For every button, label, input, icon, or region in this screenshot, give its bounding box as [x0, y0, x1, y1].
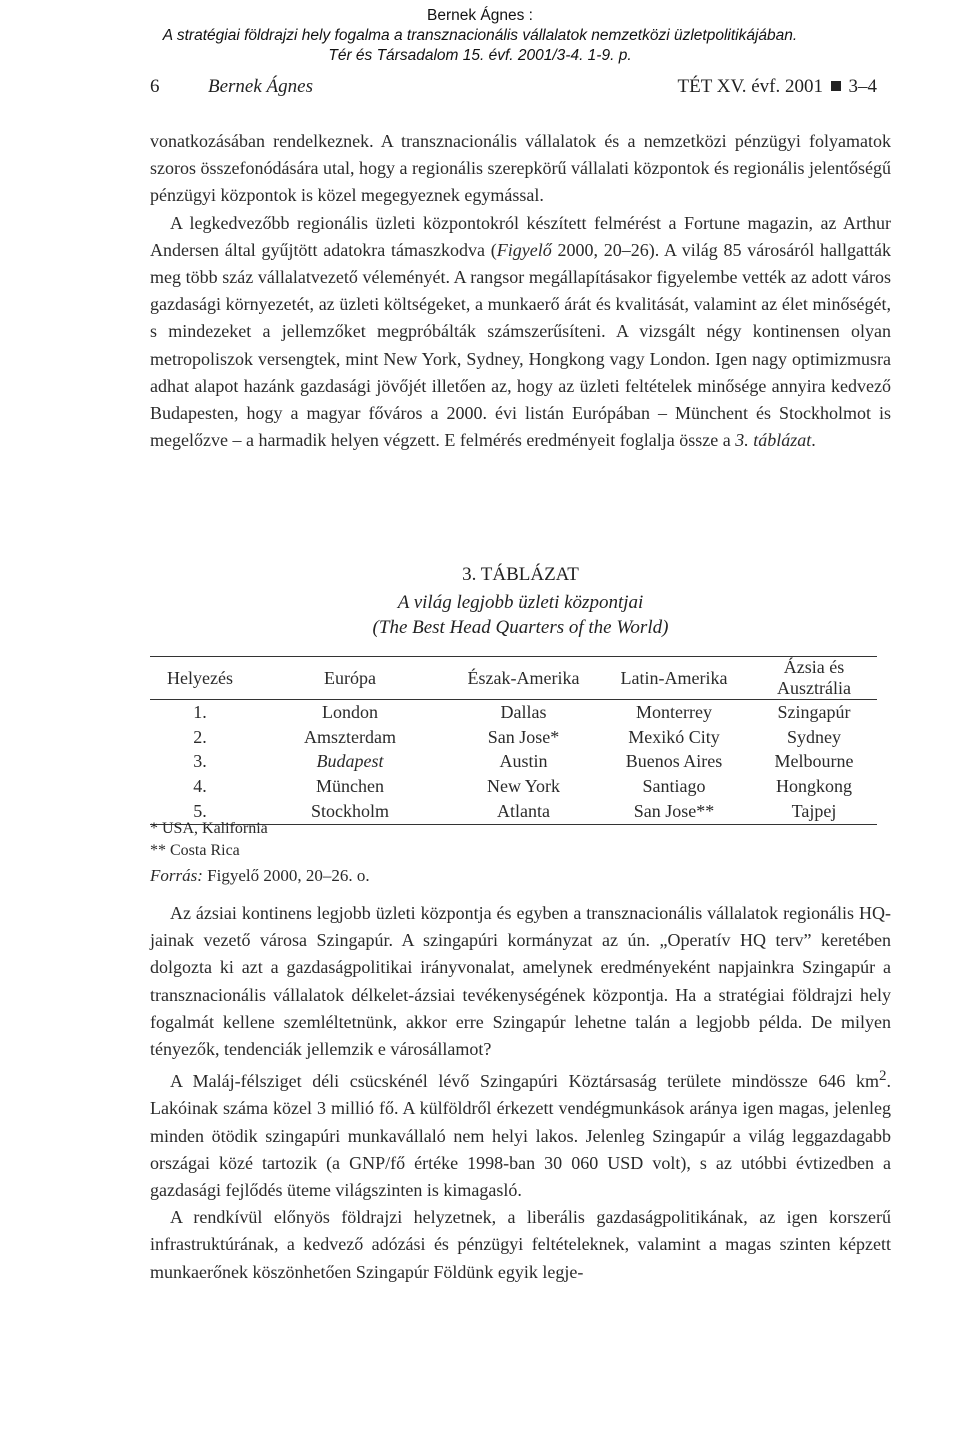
table-header-row [150, 657, 877, 700]
table-cell: Szingapúr [777, 701, 851, 722]
source-text: Figyelő 2000, 20–26. o. [202, 866, 370, 885]
table-reference: 3. táblázat [735, 430, 812, 451]
running-head-author: Bernek Ágnes [208, 76, 313, 97]
square-bullet-icon [831, 81, 841, 91]
page-number: 6 [150, 76, 160, 97]
table-cell: Stockholm [250, 799, 450, 824]
citation-header [0, 6, 960, 66]
running-head-journal [678, 76, 877, 98]
journal-volume: TÉT XV. évf. 2001 [677, 76, 823, 97]
source-label: Forrás: [150, 866, 203, 885]
paragraph-text: A legkedvezőbb regionális üzleti központokról készített felmérést a Fortune magazin, az Arthur Andersen által gyűjtött adatokra támaszkodva ( [150, 212, 891, 260]
table-cell: Monterrey [636, 701, 712, 722]
table-cell: London [322, 701, 378, 722]
table-cell: Mexikó City [628, 726, 720, 747]
running-head [150, 76, 877, 102]
best-hq-table [150, 656, 877, 825]
table-title [150, 590, 891, 640]
table-cell: Buenos Aires [625, 751, 723, 772]
paragraph [150, 128, 891, 210]
paragraph-text: A Maláj-félsziget déli csücskénél lévő Szingapúri Köztársaság területe mindössze 646 km [170, 1071, 879, 1092]
table-cell: Tajpej [751, 799, 877, 824]
table-source [150, 866, 370, 886]
superscript: 2 [879, 1068, 887, 1085]
table-cell: München [316, 776, 384, 797]
table-cell: 5. [150, 799, 250, 824]
table-row [150, 700, 877, 725]
italic-text: Figyelő [496, 239, 552, 260]
paragraph-text: A rendkívül előnyös földrajzi helyzetnek, a liberális gazdaságpolitikának, az igen korszerű infrastruktúrának, a kedvező adózási és pénzügyi feltételeknek, valamint a magas szinten képzett munkaerőnek köszönhetően Szingapúr Földünk egyik legje- [150, 1207, 891, 1282]
column-header: Európa [250, 657, 450, 700]
column-header: Ázsia és Ausztrália [751, 657, 877, 700]
table-cell: 2. [193, 726, 207, 747]
paragraph-text: vonatkozásában rendelkeznek. A transznacionális vállalatok és a nemzetközi pénzügyi folyamatok szoros összefonódására utal, hogy a regionális szerepkörű vállalati központok és regionális jelentőségű pénzügyi központok is közel megegyeznek egymással. [150, 131, 891, 206]
table-number: 3. TÁBLÁZAT [462, 564, 579, 585]
column-header: Latin-Amerika [597, 657, 751, 700]
table-cell: Atlanta [450, 799, 597, 824]
table-cell: Santiago [642, 776, 706, 797]
table-row [150, 725, 877, 750]
table-cell: Austin [499, 751, 548, 772]
table-cell: San Jose** [597, 799, 751, 824]
table-row [150, 774, 877, 799]
footnote: * USA, Kalifornia [150, 820, 268, 837]
table-cell: Melbourne [774, 751, 854, 772]
column-header: Helyezés [150, 657, 250, 700]
paragraph [150, 210, 891, 455]
table-cell: San Jose* [487, 726, 560, 747]
table-cell: 1. [193, 701, 207, 722]
citation-author: Bernek Ágnes : [427, 7, 533, 24]
table-cell: 4. [193, 776, 207, 797]
table-title-en: (The Best Head Quarters of the World) [372, 617, 669, 638]
table-title-hu: A világ legjobb üzleti központjai [397, 592, 644, 613]
paragraph-text: Az ázsiai kontinens legjobb üzleti központja és egyben a transznacionális vállalatok regionális HQ-jainak vezető városa Szingapúr. A szingapúri kormányzat az ún. „Operatív HQ terv” keretében dolgozta ki azt a gazdaságpolitikai irányvonalat, amelynek eredményeként napjainkra Szingapúr a transznacionális vállalatok délkelet-ázsiai tevékenységének központja. Ha a stratégiai földrajzi hely fogalmát kellene szemléltetnünk, akkor erre Szingapúr lehetne talán a legjobb példa. De milyen tényezők, tendenciák jellemzik e városállamot? [150, 903, 891, 1060]
paragraph-text: 2000, 20–26). A világ 85 városáról hallgatták meg több száz vállalatvezető véleményét. A rangsor megállapításakor figyelembe vették az adott város gazdasági környezetét, az üzleti költségeket, a munkaerő árát és kvalitását, valamint az élet minőségét, s mindezeket a jellemzőket megpróbálták számszerűsíteni. A vizsgált négy kontinensen olyan metropoliszok versengtek, mint New York, Sydney, Hongkong vagy London. Igen nagy optimizmusra adhat alapot hazánk gazdasági jövőjét illetően az, hogy az üzleti feltételek minősége annyira kedvező Budapesten, hogy a magyar főváros a 2000. évi listán Európában – Münchent és Stockholmot is megelőzve – a harmadik helyen végzett. E felmérés eredményeit foglalja össze a [150, 239, 891, 451]
citation-journal: Tér és Társadalom 15. évf. 2001/3-4. 1-9. p. [328, 47, 632, 64]
table-footnotes [150, 818, 268, 862]
paragraph-text: . [811, 430, 816, 451]
footnote: ** Costa Rica [150, 842, 240, 859]
paragraph [150, 1063, 891, 1204]
citation-title: A stratégiai földrajzi hely fogalma a transznacionális vállalatok nemzetközi üzletpolitikájában. [162, 27, 798, 44]
paragraph-text: . Lakóinak száma közel 3 millió fő. A külföldről érkezett vendégmunkások aránya igen magas, jelenleg minden ötödik szingapúri munkavállaló nem helyi lakos. Jelenleg Szingapúr a világ leggazdagabb országai közé tartozik (a GNP/fő értéke 1998-ban 30 060 USD volt), s az utóbbi évtizedben a gazdasági fejlődés üteme világszinten is kimagasló. [150, 1071, 891, 1201]
table-cell: Sydney [787, 726, 841, 747]
table-cell: 3. [193, 751, 207, 772]
paragraph [150, 900, 891, 1063]
body-text-bottom [150, 900, 891, 1286]
table-cell: Dallas [500, 701, 547, 722]
table-row [150, 750, 877, 775]
journal-issue: 3–4 [848, 76, 877, 97]
table-cell: Amszterdam [304, 726, 396, 747]
body-text-top [150, 128, 891, 454]
table-cell-highlight: Budapest [316, 751, 384, 772]
table-cell: New York [486, 776, 560, 797]
column-header: Észak-Amerika [450, 657, 597, 700]
paragraph [150, 1204, 891, 1286]
table-cell: Hongkong [776, 776, 852, 797]
